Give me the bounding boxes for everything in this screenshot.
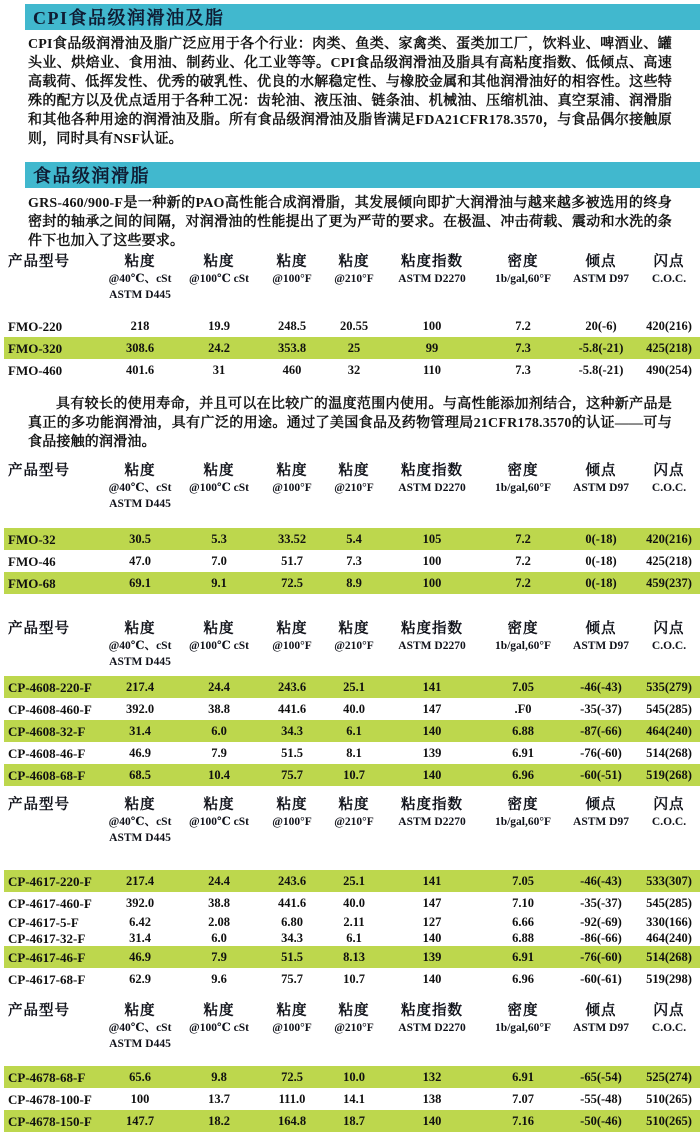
table-row (4, 968, 700, 990)
table-row (4, 946, 700, 968)
column-header-flash-point: 闪点 C.O.C. (651, 621, 687, 652)
table-row (4, 359, 700, 381)
product-model-cell: CP-4608-220-F (8, 679, 92, 695)
value-cell: 141 (422, 679, 442, 694)
value-cell: 46.9 (129, 745, 151, 760)
value-cell: 545(285) (646, 701, 692, 716)
column-header-flash-point: 闪点 C.O.C. (651, 254, 687, 285)
value-cell: -86(-66) (580, 930, 622, 945)
value-cell: 441.6 (277, 701, 307, 716)
value-cell: 19.9 (208, 318, 230, 333)
column-header-viscosity-index: 粘度指数 ASTM D2270 (398, 254, 466, 285)
product-model-cell: CP-4617-460-F (8, 895, 92, 911)
column-header-flash-point: 闪点 C.O.C. (651, 797, 687, 828)
section-title: 食品级润滑脂 (33, 166, 150, 186)
table-row (4, 930, 700, 946)
value-cell: 420(216) (646, 531, 692, 546)
column-header-viscosity-100f: 粘度 @100°F (272, 463, 312, 494)
value-cell: 6.66 (512, 914, 534, 929)
value-cell: 7.16 (512, 1113, 534, 1128)
value-cell: -76(-60) (580, 745, 622, 760)
value-cell: 308.6 (125, 340, 155, 355)
value-cell: -87(-66) (580, 723, 622, 738)
header-row (4, 462, 700, 512)
value-cell: 459(237) (646, 575, 692, 590)
column-header-viscosity-210f: 粘度 @210°F (334, 797, 374, 828)
column-header-viscosity-100f: 粘度 @100°F (272, 254, 312, 285)
value-cell: 75.7 (281, 971, 303, 986)
value-cell: 100 (422, 553, 442, 568)
value-cell: 0(-18) (585, 575, 617, 590)
value-cell: 7.2 (515, 531, 531, 546)
column-header-pour-point: 倾点 ASTM D97 (573, 254, 629, 285)
value-cell: 6.1 (346, 930, 362, 945)
value-cell: 147 (422, 895, 442, 910)
value-cell: 46.9 (129, 949, 151, 964)
value-cell: 9.1 (211, 575, 227, 590)
value-cell: 7.9 (211, 949, 227, 964)
value-cell: 7.3 (515, 362, 531, 377)
value-cell: 7.2 (515, 553, 531, 568)
column-header-viscosity-40c: 粘度 @40℃、cSt ASTM D445 (108, 463, 172, 510)
value-cell: 140 (422, 1113, 442, 1128)
value-cell: 105 (422, 531, 442, 546)
value-cell: 140 (422, 723, 442, 738)
value-cell: -50(-46) (580, 1113, 622, 1128)
value-cell: 10.7 (343, 767, 365, 782)
value-cell: 100 (422, 575, 442, 590)
value-cell: 5.3 (211, 531, 227, 546)
table-row (4, 676, 700, 698)
column-header-viscosity-100f: 粘度 @100°F (272, 1003, 312, 1034)
column-header-pour-point: 倾点 ASTM D97 (573, 621, 629, 652)
value-cell: 7.2 (515, 575, 531, 590)
value-cell: -55(-48) (580, 1091, 622, 1106)
column-header-viscosity-40c: 粘度 @40℃、cSt ASTM D445 (108, 621, 172, 668)
value-cell: 7.0 (211, 553, 227, 568)
column-header-density: 密度 1b/gal,60°F (494, 797, 552, 828)
value-cell: 8.13 (343, 949, 365, 964)
section-header-oils (25, 4, 700, 30)
column-header-viscosity-210f: 粘度 @210°F (334, 621, 374, 652)
value-cell: 40.0 (343, 701, 365, 716)
value-cell: 7.05 (512, 873, 534, 888)
value-cell: 6.80 (281, 914, 303, 929)
column-header-density: 密度 1b/gal,60°F (494, 1003, 552, 1034)
column-header-viscosity-index: 粘度指数 ASTM D2270 (398, 621, 466, 652)
value-cell: -46(-43) (580, 679, 622, 694)
value-cell: 514(268) (646, 745, 692, 760)
value-cell: 6.42 (129, 914, 151, 929)
value-cell: 6.91 (512, 949, 534, 964)
value-cell: 353.8 (277, 340, 307, 355)
product-model-cell: CP-4617-5-F (8, 914, 79, 930)
value-cell: 6.91 (512, 1069, 534, 1084)
column-header-viscosity-100c: 粘度 @100℃ cSt (189, 797, 249, 828)
value-cell: 464(240) (646, 930, 692, 945)
value-cell: 20(-6) (585, 318, 617, 333)
value-cell: 490(254) (646, 362, 692, 377)
value-cell: 441.6 (277, 895, 307, 910)
value-cell: -60(-61) (580, 971, 622, 986)
value-cell: 138 (422, 1091, 442, 1106)
table-row (4, 698, 700, 720)
column-header-viscosity-210f: 粘度 @210°F (334, 1003, 374, 1034)
value-cell: 14.1 (343, 1091, 365, 1106)
spec-table-cp4617 (4, 796, 700, 990)
value-cell: 34.3 (281, 930, 303, 945)
value-cell: 127 (422, 914, 442, 929)
spec-table-fmo-light (4, 462, 700, 594)
value-cell: 147.7 (125, 1113, 155, 1128)
value-cell: 31 (212, 362, 226, 377)
column-header-density: 密度 1b/gal,60°F (494, 254, 552, 285)
table-row (4, 572, 700, 594)
column-header-viscosity-index: 粘度指数 ASTM D2270 (398, 463, 466, 494)
product-model-cell: FMO-32 (8, 531, 56, 547)
table-row (4, 550, 700, 572)
spec-table-cp4678 (4, 1002, 700, 1132)
value-cell: 140 (422, 971, 442, 986)
value-cell: 8.9 (346, 575, 362, 590)
value-cell: 7.05 (512, 679, 534, 694)
value-cell: -65(-54) (580, 1069, 622, 1084)
table-row (4, 764, 700, 786)
value-cell: 139 (422, 745, 442, 760)
value-cell: 32 (347, 362, 361, 377)
value-cell: 72.5 (281, 575, 303, 590)
product-model-cell: CP-4617-46-F (8, 949, 86, 965)
spec-table (4, 620, 700, 786)
value-cell: 72.5 (281, 1069, 303, 1084)
column-header-pour-point: 倾点 ASTM D97 (573, 463, 629, 494)
table-row (4, 315, 700, 337)
value-cell: 535(279) (646, 679, 692, 694)
value-cell: -60(-51) (580, 767, 622, 782)
value-cell: 68.5 (129, 767, 151, 782)
spec-table (4, 462, 700, 594)
value-cell: 6.91 (512, 745, 534, 760)
product-model-cell: FMO-320 (8, 340, 63, 356)
value-cell: 10.0 (343, 1069, 365, 1084)
value-cell: .F0 (514, 701, 532, 716)
column-header-product: 产品型号 (8, 621, 70, 637)
table-row (4, 1066, 700, 1088)
value-cell: 30.5 (129, 531, 151, 546)
column-header-pour-point: 倾点 ASTM D97 (573, 1003, 629, 1034)
column-header-viscosity-40c: 粘度 @40℃、cSt ASTM D445 (108, 254, 172, 301)
product-model-cell: CP-4608-46-F (8, 745, 86, 761)
column-header-viscosity-100f: 粘度 @100°F (272, 621, 312, 652)
value-cell: 8.1 (346, 745, 362, 760)
value-cell: 6.0 (211, 723, 227, 738)
value-cell: 51.5 (281, 949, 303, 964)
column-header-product: 产品型号 (8, 1003, 70, 1019)
value-cell: 2.11 (343, 914, 365, 929)
table-row (4, 720, 700, 742)
value-cell: 392.0 (125, 895, 155, 910)
value-cell: 51.7 (281, 553, 303, 568)
intro-paragraph: CPI食品级润滑油及脂广泛应用于各个行业：肉类、鱼类、家禽类、蛋类加工厂，饮料业、啤酒业、罐头业、烘焙业、食用油、制药业、化工业等等。CPI食品级润滑油及脂具有高粘度指数、低倾点、高速高载荷、低挥发性、优秀的破乳性、优良的水解稳定性、与橡胶金属和其他润滑油好的相容性。这些特殊的配方以及优点适用于各种工况：齿轮油、液压油、链条油、机械油、压缩机油、真空泵浦、润滑脂和其他各种用途的润滑油及脂。所有食品级润滑油及脂皆满足FDA21CFR178.3570，与食品偶尔接触原则，同时具有NSF认证。 (28, 37, 672, 147)
column-header-product: 产品型号 (8, 797, 70, 813)
value-cell: 31.4 (129, 930, 151, 945)
value-cell: 7.9 (211, 745, 227, 760)
value-cell: 18.7 (343, 1113, 365, 1128)
product-model-cell: FMO-46 (8, 553, 56, 569)
value-cell: 51.5 (281, 745, 303, 760)
value-cell: 13.7 (208, 1091, 230, 1106)
value-cell: 6.96 (512, 971, 534, 986)
value-cell: 7.07 (512, 1091, 534, 1106)
product-model-cell: CP-4678-68-F (8, 1069, 86, 1085)
value-cell: 2.08 (208, 914, 230, 929)
value-cell: 139 (422, 949, 442, 964)
value-cell: 10.7 (343, 971, 365, 986)
value-cell: 100 (422, 318, 442, 333)
spec-table (4, 1002, 700, 1132)
value-cell: 140 (422, 767, 442, 782)
value-cell: 25 (347, 340, 361, 355)
value-cell: 6.96 (512, 767, 534, 782)
column-header-viscosity-100c: 粘度 @100℃ cSt (189, 621, 249, 652)
value-cell: 9.6 (211, 971, 227, 986)
value-cell: -35(-37) (580, 895, 622, 910)
value-cell: 110 (422, 362, 442, 377)
value-cell: 99 (425, 340, 439, 355)
value-cell: 38.8 (208, 701, 230, 716)
product-model-cell: FMO-68 (8, 575, 56, 591)
product-model-cell: CP-4608-68-F (8, 767, 86, 783)
column-header-viscosity-40c: 粘度 @40℃、cSt ASTM D445 (108, 797, 172, 844)
table-row (4, 337, 700, 359)
value-cell: 425(218) (646, 340, 692, 355)
header-row (4, 620, 700, 670)
value-cell: 31.4 (129, 723, 151, 738)
value-cell: 7.10 (512, 895, 534, 910)
value-cell: 533(307) (646, 873, 692, 888)
column-header-flash-point: 闪点 C.O.C. (651, 1003, 687, 1034)
value-cell: 24.4 (208, 679, 230, 694)
value-cell: 0(-18) (585, 553, 617, 568)
value-cell: 25.1 (343, 873, 365, 888)
value-cell: 10.4 (208, 767, 230, 782)
column-header-viscosity-index: 粘度指数 ASTM D2270 (398, 797, 466, 828)
value-cell: 6.1 (346, 723, 362, 738)
value-cell: 164.8 (277, 1113, 307, 1128)
value-cell: 217.4 (125, 679, 155, 694)
header-row (4, 1002, 700, 1052)
value-cell: 510(265) (646, 1113, 692, 1128)
value-cell: 18.2 (208, 1113, 230, 1128)
value-cell: 24.2 (208, 340, 230, 355)
product-model-cell: FMO-220 (8, 318, 63, 334)
value-cell: 243.6 (277, 873, 307, 888)
column-header-viscosity-210f: 粘度 @210°F (334, 254, 374, 285)
product-model-cell: FMO-460 (8, 362, 63, 378)
value-cell: 100 (130, 1091, 150, 1106)
table-row (4, 742, 700, 764)
table-row (4, 892, 700, 914)
value-cell: 425(218) (646, 553, 692, 568)
spec-table-cp4608 (4, 620, 700, 786)
value-cell: 20.55 (339, 318, 369, 333)
table-row (4, 528, 700, 550)
value-cell: 514(268) (646, 949, 692, 964)
column-header-viscosity-210f: 粘度 @210°F (334, 463, 374, 494)
value-cell: 9.8 (211, 1069, 227, 1084)
value-cell: 38.8 (208, 895, 230, 910)
value-cell: 545(285) (646, 895, 692, 910)
value-cell: 519(268) (646, 767, 692, 782)
value-cell: 392.0 (125, 701, 155, 716)
value-cell: 111.0 (278, 1091, 306, 1106)
value-cell: 0(-18) (585, 531, 617, 546)
product-model-cell: CP-4608-460-F (8, 701, 92, 717)
product-model-cell: CP-4608-32-F (8, 723, 86, 739)
value-cell: 401.6 (125, 362, 155, 377)
value-cell: 34.3 (281, 723, 303, 738)
column-header-viscosity-40c: 粘度 @40℃、cSt ASTM D445 (108, 1003, 172, 1050)
value-cell: 33.52 (277, 531, 307, 546)
column-header-density: 密度 1b/gal,60°F (494, 621, 552, 652)
value-cell: 140 (422, 930, 442, 945)
value-cell: 65.6 (129, 1069, 151, 1084)
product-model-cell: CP-4617-32-F (8, 930, 86, 946)
table-row (4, 1088, 700, 1110)
product-model-cell: CP-4617-220-F (8, 873, 92, 889)
column-header-flash-point: 闪点 C.O.C. (651, 463, 687, 494)
value-cell: 132 (422, 1069, 442, 1084)
value-cell: 460 (282, 362, 302, 377)
value-cell: 6.0 (211, 930, 227, 945)
product-model-cell: CP-4678-150-F (8, 1113, 92, 1129)
column-header-viscosity-100c: 粘度 @100℃ cSt (189, 254, 249, 285)
value-cell: -5.8(-21) (578, 362, 624, 377)
product-model-cell: CP-4678-100-F (8, 1091, 92, 1107)
column-header-product: 产品型号 (8, 463, 70, 479)
value-cell: 25.1 (343, 679, 365, 694)
value-cell: 40.0 (343, 895, 365, 910)
table-row (4, 914, 700, 930)
mid-paragraph: 具有较长的使用寿命，并且可以在比较广的温度范围内使用。与高性能添加剂结合，这种新产品是真正的多功能润滑油，具有广泛的用途。通过了美国食品及药物管理局21CFR178.3570的认证——可与食品接触的润滑油。 (28, 397, 672, 450)
table-row (4, 870, 700, 892)
value-cell: 62.9 (129, 971, 151, 986)
value-cell: 243.6 (277, 679, 307, 694)
column-header-viscosity-100c: 粘度 @100℃ cSt (189, 1003, 249, 1034)
column-header-product: 产品型号 (8, 254, 70, 270)
value-cell: 7.3 (346, 553, 362, 568)
spec-table-fmo-heavy (4, 253, 700, 381)
value-cell: 519(298) (646, 971, 692, 986)
value-cell: 47.0 (129, 553, 151, 568)
value-cell: 248.5 (277, 318, 307, 333)
value-cell: -5.8(-21) (578, 340, 624, 355)
column-header-pour-point: 倾点 ASTM D97 (573, 797, 629, 828)
value-cell: -46(-43) (580, 873, 622, 888)
column-header-density: 密度 1b/gal,60°F (494, 463, 552, 494)
value-cell: 510(265) (646, 1091, 692, 1106)
value-cell: 5.4 (346, 531, 362, 546)
value-cell: 6.88 (512, 930, 534, 945)
column-header-viscosity-index: 粘度指数 ASTM D2270 (398, 1003, 466, 1034)
value-cell: -76(-60) (580, 949, 622, 964)
value-cell: -92(-69) (580, 914, 622, 929)
value-cell: 420(216) (646, 318, 692, 333)
value-cell: 525(274) (646, 1069, 692, 1084)
spec-table (4, 796, 700, 990)
section-header-grease (25, 162, 700, 188)
table-row (4, 1110, 700, 1132)
value-cell: 6.88 (512, 723, 534, 738)
value-cell: 147 (422, 701, 442, 716)
value-cell: 218 (130, 318, 150, 333)
spec-table (4, 253, 700, 381)
value-cell: 75.7 (281, 767, 303, 782)
value-cell: 217.4 (125, 873, 155, 888)
header-row (4, 253, 700, 303)
column-header-viscosity-100c: 粘度 @100℃ cSt (189, 463, 249, 494)
column-header-viscosity-100f: 粘度 @100°F (272, 797, 312, 828)
section-title: CPI食品级润滑油及脂 (33, 8, 225, 28)
value-cell: 7.3 (515, 340, 531, 355)
value-cell: 24.4 (208, 873, 230, 888)
product-model-cell: CP-4617-68-F (8, 971, 86, 987)
value-cell: 464(240) (646, 723, 692, 738)
header-row (4, 796, 700, 846)
value-cell: -35(-37) (580, 701, 622, 716)
value-cell: 330(166) (646, 914, 692, 929)
grease-paragraph: GRS-460/900-F是一种新的PAO高性能合成润滑脂，其发展倾向即扩大润滑油与越来越多被选用的终身密封的轴承之间的间隔，对润滑油的性能提出了更为严苛的要求。在极温、冲击荷载、震动和水洗的条件下也加入了这些要求。 (28, 196, 672, 249)
value-cell: 69.1 (129, 575, 151, 590)
value-cell: 7.2 (515, 318, 531, 333)
value-cell: 141 (422, 873, 442, 888)
